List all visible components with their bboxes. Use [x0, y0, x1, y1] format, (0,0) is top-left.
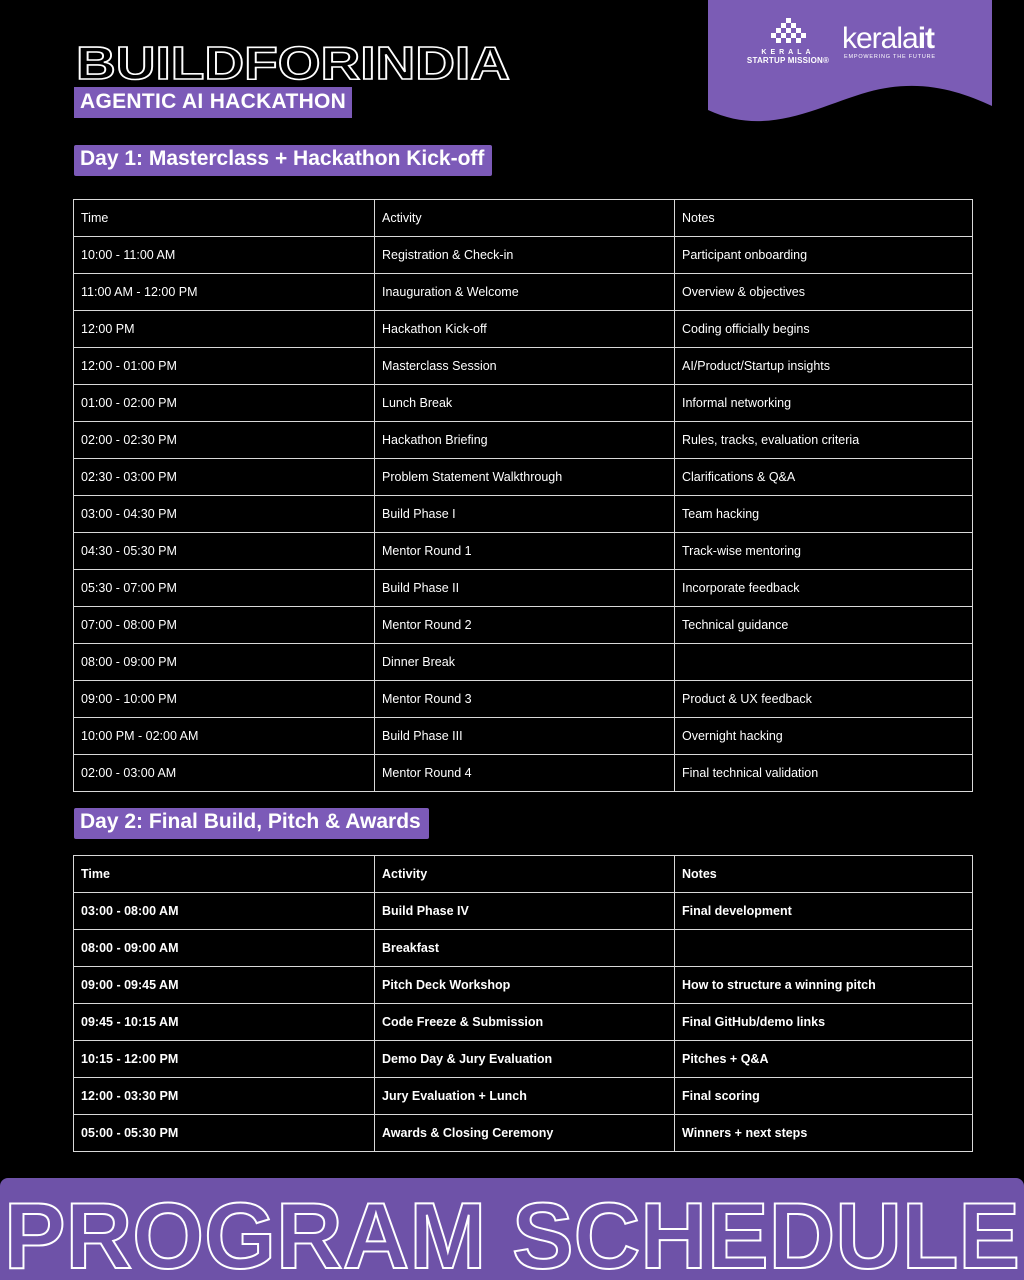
logo-panel [708, 0, 992, 128]
table-row [74, 533, 973, 570]
table-row [74, 385, 973, 422]
checkered-flag-icon [768, 18, 808, 48]
table-row [74, 644, 973, 681]
activity-cell: Hackathon Briefing [375, 422, 675, 459]
notes-cell: Pitches + Q&A [675, 1041, 973, 1078]
table-header-row [74, 200, 973, 237]
table-row [74, 348, 973, 385]
notes-cell: Final scoring [675, 1078, 973, 1115]
column-header: Time [74, 200, 375, 237]
notes-cell: Final technical validation [675, 755, 973, 792]
table-row [74, 459, 973, 496]
table-row [74, 755, 973, 792]
ksum-mission-label: STARTUP MISSION® [746, 56, 830, 65]
activity-cell: Lunch Break [375, 385, 675, 422]
kerala-it-tagline: EMPOWERING THE FUTURE [844, 54, 936, 60]
time-cell: 11:00 AM - 12:00 PM [74, 274, 375, 311]
notes-cell: Informal networking [675, 385, 973, 422]
activity-cell: Masterclass Session [375, 348, 675, 385]
time-cell: 10:00 - 11:00 AM [74, 237, 375, 274]
time-cell: 02:00 - 03:00 AM [74, 755, 375, 792]
notes-cell: Final development [675, 893, 973, 930]
kerala-it-logo [842, 24, 954, 60]
table-row [74, 496, 973, 533]
table-row [74, 930, 973, 967]
activity-cell: Hackathon Kick-off [375, 311, 675, 348]
program-schedule-banner [0, 1178, 1024, 1280]
time-cell: 08:00 - 09:00 AM [74, 930, 375, 967]
brand-title [74, 38, 524, 84]
time-cell: 12:00 - 01:00 PM [74, 348, 375, 385]
column-header: Activity [375, 856, 675, 893]
column-header: Activity [375, 200, 675, 237]
program-schedule-text: PROGRAM SCHEDULE [4, 1183, 1020, 1280]
activity-cell: Problem Statement Walkthrough [375, 459, 675, 496]
notes-cell: Clarifications & Q&A [675, 459, 973, 496]
hackathon-subtitle: AGENTIC AI HACKATHON [74, 87, 352, 118]
table-row [74, 967, 973, 1004]
notes-cell: Track-wise mentoring [675, 533, 973, 570]
table-row [74, 1041, 973, 1078]
activity-cell: Build Phase I [375, 496, 675, 533]
activity-cell: Dinner Break [375, 644, 675, 681]
time-cell: 02:00 - 02:30 PM [74, 422, 375, 459]
column-header: Notes [675, 200, 973, 237]
notes-cell: Product & UX feedback [675, 681, 973, 718]
day1-schedule-table [73, 199, 973, 792]
kerala-it-suffix: it [917, 22, 935, 55]
day2-schedule-table [73, 855, 973, 1152]
ksum-kerala-label: KERALA [761, 49, 815, 56]
notes-cell: AI/Product/Startup insights [675, 348, 973, 385]
notes-cell [675, 644, 973, 681]
day2-heading: Day 2: Final Build, Pitch & Awards [74, 808, 429, 839]
notes-cell: Overnight hacking [675, 718, 973, 755]
column-header: Notes [675, 856, 973, 893]
table-row [74, 1115, 973, 1152]
notes-cell: Incorporate feedback [675, 570, 973, 607]
brand-title-text: BUILDFORINDIA [76, 38, 510, 84]
footer-band [0, 1178, 1024, 1280]
kerala-it-word: kerala [842, 22, 918, 55]
time-cell: 02:30 - 03:00 PM [74, 459, 375, 496]
notes-cell: Winners + next steps [675, 1115, 973, 1152]
ksum-logo [738, 18, 838, 65]
activity-cell: Mentor Round 2 [375, 607, 675, 644]
activity-cell: Build Phase II [375, 570, 675, 607]
column-header: Time [74, 856, 375, 893]
time-cell: 10:15 - 12:00 PM [74, 1041, 375, 1078]
table-row [74, 1004, 973, 1041]
activity-cell: Jury Evaluation + Lunch [375, 1078, 675, 1115]
time-cell: 05:00 - 05:30 PM [74, 1115, 375, 1152]
notes-cell: Overview & objectives [675, 274, 973, 311]
activity-cell: Mentor Round 1 [375, 533, 675, 570]
table-row [74, 274, 973, 311]
time-cell: 03:00 - 04:30 PM [74, 496, 375, 533]
time-cell: 07:00 - 08:00 PM [74, 607, 375, 644]
activity-cell: Pitch Deck Workshop [375, 967, 675, 1004]
time-cell: 01:00 - 02:00 PM [74, 385, 375, 422]
notes-cell: Participant onboarding [675, 237, 973, 274]
table-row [74, 1078, 973, 1115]
time-cell: 10:00 PM - 02:00 AM [74, 718, 375, 755]
table-header-row [74, 856, 973, 893]
notes-cell: Final GitHub/demo links [675, 1004, 973, 1041]
time-cell: 08:00 - 09:00 PM [74, 644, 375, 681]
activity-cell: Code Freeze & Submission [375, 1004, 675, 1041]
day1-heading: Day 1: Masterclass + Hackathon Kick-off [74, 145, 492, 176]
table-row [74, 681, 973, 718]
notes-cell: Rules, tracks, evaluation criteria [675, 422, 973, 459]
activity-cell: Build Phase III [375, 718, 675, 755]
activity-cell: Registration & Check-in [375, 237, 675, 274]
table-row [74, 311, 973, 348]
time-cell: 09:45 - 10:15 AM [74, 1004, 375, 1041]
time-cell: 04:30 - 05:30 PM [74, 533, 375, 570]
table-row [74, 607, 973, 644]
table-row [74, 570, 973, 607]
time-cell: 12:00 - 03:30 PM [74, 1078, 375, 1115]
activity-cell: Inauguration & Welcome [375, 274, 675, 311]
time-cell: 05:30 - 07:00 PM [74, 570, 375, 607]
notes-cell [675, 930, 973, 967]
notes-cell: Team hacking [675, 496, 973, 533]
notes-cell: Coding officially begins [675, 311, 973, 348]
activity-cell: Breakfast [375, 930, 675, 967]
table-row [74, 237, 973, 274]
activity-cell: Build Phase IV [375, 893, 675, 930]
table-row [74, 422, 973, 459]
time-cell: 09:00 - 10:00 PM [74, 681, 375, 718]
activity-cell: Demo Day & Jury Evaluation [375, 1041, 675, 1078]
notes-cell: How to structure a winning pitch [675, 967, 973, 1004]
time-cell: 12:00 PM [74, 311, 375, 348]
time-cell: 03:00 - 08:00 AM [74, 893, 375, 930]
time-cell: 09:00 - 09:45 AM [74, 967, 375, 1004]
activity-cell: Mentor Round 3 [375, 681, 675, 718]
notes-cell: Technical guidance [675, 607, 973, 644]
table-row [74, 718, 973, 755]
activity-cell: Awards & Closing Ceremony [375, 1115, 675, 1152]
table-row [74, 893, 973, 930]
activity-cell: Mentor Round 4 [375, 755, 675, 792]
